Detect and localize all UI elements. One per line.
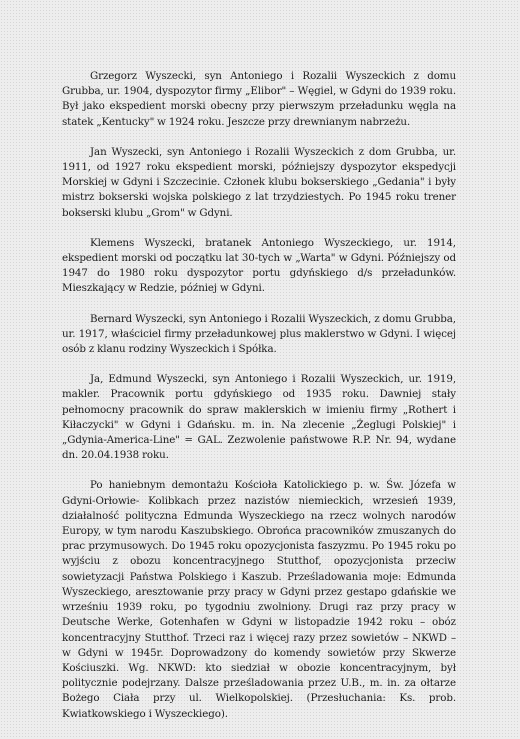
paragraph-klemens: Klemens Wyszecki, bratanek Antoniego Wyszeckiego, ur. 1914, ekspedient morski od początku lat 30-tych w „Warta" w Gdyni. Późniejszy od 1947 do 1980 roku dyspozytor portu gdyńskiego d/s przeładunków. Mieszkający w Redzie, później w Gdyni. [62, 236, 456, 295]
paragraph-bernard: Bernard Wyszecki, syn Antoniego i Rozalii Wyszeckich, z domu Grubba, ur. 1917, właściciel firmy przeładunkowej plus maklerstwo w Gdyni. I więcej osób z klanu rodziny Wyszeckich i Spółka. [62, 312, 456, 356]
paragraph-grzegorz: Grzegorz Wyszecki, syn Antoniego i Rozalii Wyszeckich z domu Grubba, ur. 1904, dyspozytor firmy „Elibor" – Węgiel, w Gdyni do 1939 roku. Był jako ekspedient morski obecny przy pierwszym przeładunku węgla na statek „Kentucky" w 1924 roku. Jeszcze przy drewnianym nabrzeżu. [62, 70, 456, 128]
paragraph-jan: Jan Wyszecki, syn Antoniego i Rozalii Wyszeckich z dom Grubba, ur. 1911, od 1927 roku ekspedient morski, późniejszy dyspozytor ekspedycji Morskiej w Gdyni i Szczecinie. Członek klubu bokserskiego „Gedania" i były mistrz bokserski wojska polskiego z lat trzydziestych. Po 1945 roku trener bokserski klubu „Grom" w Gdyni. [62, 145, 456, 219]
paragraph-edmund: Ja, Edmund Wyszecki, syn Antoniego i Rozalii Wyszeckich, ur. 1919, makler. Pracownik portu gdyńskiego od 1935 roku. Dawniej stały pełnomocny pracownik do spraw maklerskich w imieniu firmy „Rothert i Kiłaczycki" w Gdyni i Gdańsku. m. in. Na zlecenie „Żeglugi Polskiej" i „Gdynia-America-Line" = GAL. Zezwolenie państwowe R.P. Nr. 94, wydane dn. 20.04.1938 roku. [62, 373, 456, 462]
paragraph-persecution: Po haniebnym demontażu Kościoła Katolickiego p. w. Św. Józefa w Gdyni-Orłowie- Kolibkach przez nazistów niemieckich, wrzesień 1939, działalność polityczna Edmunda Wyszeckiego na rzecz wolnych narodów Europy, w tym narodu Kaszubskiego. Obrońca pracowników zmuszanych do prac przymusowych. Do 1945 roku opozycjonista faszyzmu. Po 1945 roku po wyjściu z obozu koncentracyjnego Stutthof, opozycjonista przeciw sowietyzacji Państwa Polskiego i Kaszub. Prześladowania moje: Edmunda Wyszeckiego, aresztowanie przy pracy w Gdyni przez gestapo gdańskie we wrześniu 1939 roku, po tygodniu zwolniony. Drugi raz przy pracy w Deutsche Werke, Gotenhafen w Gdyni w listopadzie 1942 roku – obóz koncentracyjny Stutthof. Trzeci raz i więcej razy przez sowietów – NKWD – w Gdyni w 1945r. Doprowadzony do komendy sowietów przy Skwerze Kościuszki. Wg. NKWD: kto siedział w obozie koncentracyjnym, był politycznie podejrzany. Dalsze prześladowania przez U.B., m. in. za ołtarze Bożego Ciała przy ul. Wielkopolskiej. (Przesłuchania: Ks. prob. Kwiatkowskiego i Wyszeckiego). [62, 479, 456, 720]
